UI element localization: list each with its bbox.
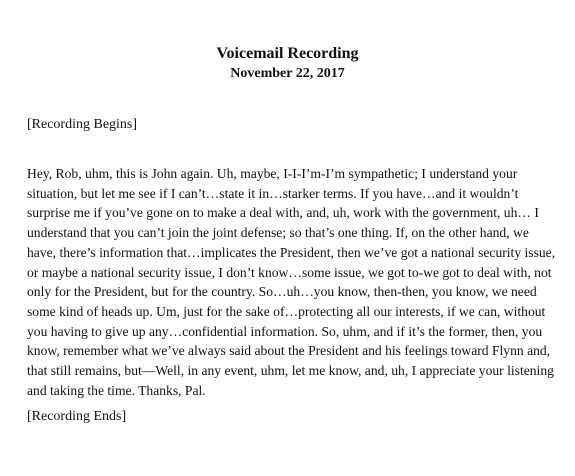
transcript-line: some kind of heads up. Um, just for the sake of…protecting all our interests, if we can, without <box>27 303 546 319</box>
transcript-line: understand that you can’t join the joint defense; so that’s one thing. If, on the other hand, we <box>27 225 529 241</box>
transcript-line: and taking the time. Thanks, Pal. <box>27 382 206 398</box>
transcript-line: that still remains, but—Well, in any event, uhm, let me know, and, uh, I appreciate your listening <box>27 363 554 379</box>
recording-begins-marker: [Recording Begins] <box>27 117 138 132</box>
transcript-line: surprise me if you’ve gone on to make a deal with, and, uh, work with the government, uh… I <box>27 205 539 221</box>
document-date: November 22, 2017 <box>230 66 345 81</box>
transcript-line: you having to give up any…confidential information. So, uhm, and if it’s the former, then, you <box>27 323 543 339</box>
document-title: Voicemail Recording <box>216 45 359 62</box>
transcript-line: only for the President, but for the country. So…uh…you know, then-then, you know, we need <box>27 284 537 300</box>
transcript-line: Hey, Rob, uhm, this is John again. Uh, maybe, I-I-I’m-I’m sympathetic; I understand your <box>27 166 518 181</box>
transcript-line: or maybe a national security issue, I don’t know…some issue, we got to-we got to deal with, not <box>27 264 552 280</box>
transcript-body <box>27 164 556 400</box>
transcript-line: situation, but let me see if I can’t…state it in…starker terms. If you have…and it wouldn’t <box>27 185 519 201</box>
recording-ends-marker: [Recording Ends] <box>27 409 127 424</box>
transcript-line: have, there’s information that…implicates the President, then we’ve got a national security issue, <box>27 244 556 260</box>
transcript-line: know, remember what we’ve always said about the President and his feelings toward Flynn and, <box>27 343 551 359</box>
